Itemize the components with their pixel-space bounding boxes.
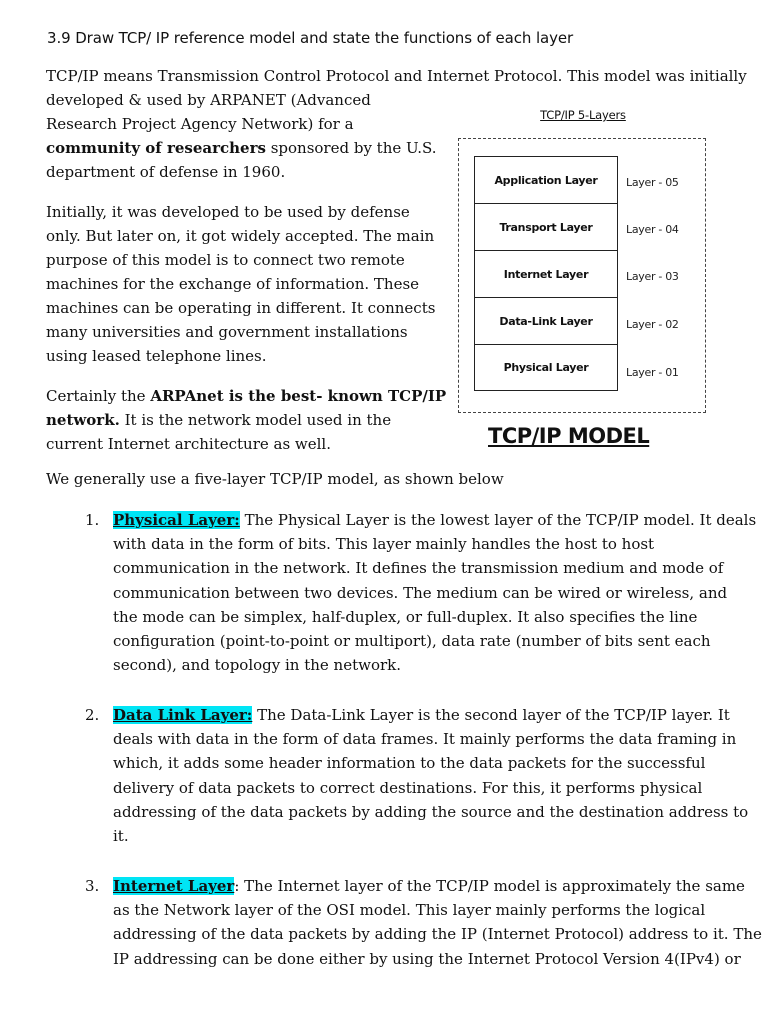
list-line: the mode can be simplex, half-duplex, or full-duplex. It also specifies the line [113,607,698,626]
section-heading: 3.9 Draw TCP/ IP reference model and state the functions of each layer [47,29,574,47]
list-item-body [113,703,753,848]
layer-number-02: Layer - 02 [626,318,679,331]
highlighted-term: Physical Layer: [113,511,240,529]
highlighted-term: Internet Layer [113,877,235,895]
paragraph-line: Initially, it was developed to be used by defense [46,203,410,221]
list-line [113,703,753,727]
list-line: IP addressing can be done either by using the Internet Protocol Version 4(IPv4) or [113,949,741,968]
layer-box-datalink: Data-Link Layer [474,297,618,344]
list-line: as the Network layer of the OSI model. This layer mainly performs the logical [113,901,706,920]
list-line [113,508,757,532]
highlighted-term: Data Link Layer: [113,706,253,724]
list-line: deals with data in the form of data frames. It mainly performs the data framing in [113,730,737,749]
paragraph-text: Certainly the [46,387,151,405]
layer-number-05: Layer - 05 [626,176,679,189]
paragraph-line: only. But later on, it got widely accepted. The main [46,227,435,245]
list-number: 3. [85,877,100,895]
bold-phrase: ARPAnet is the best- known TCP/IP [150,387,447,405]
list-line: configuration (point-to-point or multiport), data rate (number of bits sent each [113,632,711,651]
layer-stack [474,156,618,391]
diagram-title: TCP/IP 5-Layers [540,108,626,122]
list-intro: We generally use a five-layer TCP/IP model, as shown below [46,470,504,488]
list-line: delivery of data packets to correct destinations. For this, it performs physical [113,778,703,797]
layer-box-internet: Internet Layer [474,250,618,297]
bold-phrase: community of researchers [46,139,266,157]
paragraph-line: purpose of this model is to connect two remote [46,251,405,269]
list-line: addressing of the data packets by adding the IP (Internet Protocol) address to it. The [113,925,762,944]
layer-number-04: Layer - 04 [626,223,679,236]
list-line: addressing of the data packets by adding the source and the destination address to [113,802,749,821]
bold-phrase: network. [46,411,120,429]
paragraph-line: Research Project Agency Network) for a [46,115,354,133]
list-line: it. [113,827,129,846]
paragraph-line: department of defense in 1960. [46,163,286,181]
list-text: : The Internet layer of the TCP/IP model is approximately the same [234,877,745,895]
list-line: communication between two devices. The medium can be wired or wireless, and [113,583,728,602]
arpanet-paragraph [46,384,446,456]
tcpip-layers-diagram [458,108,708,414]
list-line: which, it adds some header information to the data packets for the successful [113,754,706,773]
paragraph-line: using leased telephone lines. [46,347,267,365]
layer-box-physical: Physical Layer [474,344,618,391]
list-line: communication in the network. It defines the transmission medium and mode of [113,559,724,578]
list-item-body [113,508,757,677]
paragraph-text: sponsored by the U.S. [265,139,437,157]
list-line [113,874,753,898]
list-number: 1. [85,511,100,529]
model-title: TCP/IP MODEL [488,424,650,448]
paragraph-line: many universities and government installations [46,323,408,341]
layer-box-transport: Transport Layer [474,203,618,250]
layer-number-03: Layer - 03 [626,270,679,283]
list-line: second), and topology in the network. [113,656,402,675]
list-item-body [113,874,762,971]
layer-number-01: Layer - 01 [626,366,679,379]
paragraph-line [46,384,446,408]
list-line: with data in the form of bits. This layer mainly handles the host to host [113,535,655,554]
layer-box-application: Application Layer [474,156,618,203]
list-text: The Physical Layer is the lowest layer of the TCP/IP model. It deals [239,511,757,529]
paragraph-line [46,408,446,432]
paragraph-line: current Internet architecture as well. [46,435,331,453]
paragraph-text: It is the network model used in the [119,411,392,429]
list-text: The Data-Link Layer is the second layer of the TCP/IP layer. It [252,706,730,724]
paragraph-line: machines can be operating in different. It connects [46,299,436,317]
paragraph-line: developed & used by ARPANET (Advanced [46,91,371,109]
paragraph-line: TCP/IP means Transmission Control Protocol and Internet Protocol. This model was initially [46,67,747,85]
history-paragraph [46,200,446,368]
paragraph-line: machines for the exchange of information. These [46,275,420,293]
list-number: 2. [85,706,100,724]
